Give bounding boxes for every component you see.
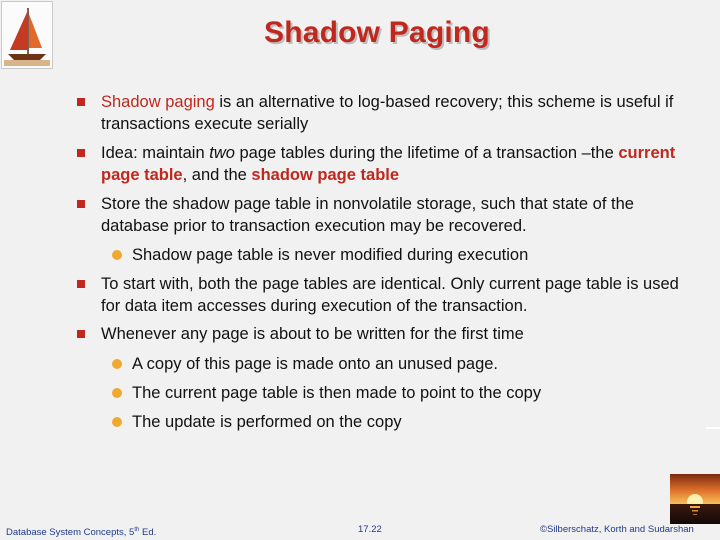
bullet-item: [101, 142, 701, 186]
page-title: Shadow Paging: [264, 16, 490, 49]
footer-copyright: ©Silberschatz, Korth and Sudarshan: [540, 524, 694, 535]
bullet-item: [101, 193, 701, 237]
round-bullet-icon: [112, 359, 122, 369]
square-bullet-icon: [77, 98, 85, 106]
bullet-item: [101, 323, 701, 345]
round-bullet-icon: [112, 388, 122, 398]
bullet-text: Idea: maintain: [101, 144, 210, 162]
square-bullet-icon: [77, 200, 85, 208]
emphasis-text: two: [209, 144, 235, 162]
bullet-text: , and the: [182, 166, 252, 184]
bullet-text: Whenever any page is about to be written for the first time: [101, 325, 524, 343]
bullet-text: Shadow page table is never modified during execution: [132, 246, 529, 264]
term-current-page-table: current page table: [101, 144, 676, 184]
bullet-item: [101, 91, 701, 135]
bullet-text: The update is performed on the copy: [132, 413, 402, 431]
edge-mark: [706, 427, 720, 429]
sunset-logo-icon: [670, 474, 720, 524]
footer-book-title: Database System Concepts, 5th Ed.: [6, 527, 157, 539]
term-shadow-paging: Shadow paging: [101, 93, 215, 111]
sub-bullet-item: [132, 353, 692, 375]
bullet-text: page tables during the lifetime of a transaction –the: [234, 144, 619, 162]
round-bullet-icon: [112, 417, 122, 427]
square-bullet-icon: [77, 280, 85, 288]
square-bullet-icon: [77, 330, 85, 338]
sub-bullet-item: [132, 411, 692, 433]
footer-page-number: 17.22: [358, 524, 382, 535]
round-bullet-icon: [112, 250, 122, 260]
bullet-text: is an alternative to log-based recovery; this scheme is useful if transactions execute serially: [101, 93, 674, 133]
square-bullet-icon: [77, 149, 85, 157]
sub-bullet-item: [132, 244, 692, 266]
bullet-item: [101, 273, 701, 317]
bullet-text: To start with, both the page tables are identical. Only current page table is used for data item accesses during execution of the transaction.: [101, 275, 679, 315]
bullet-text: Store the shadow page table in nonvolatile storage, such that state of the database prior to transaction execution may be recovered.: [101, 195, 634, 235]
bullet-text: A copy of this page is made onto an unused page.: [132, 355, 499, 373]
sub-bullet-item: [132, 382, 692, 404]
bullet-text: The current page table is then made to point to the copy: [132, 384, 542, 402]
term-shadow-page-table: shadow page table: [251, 166, 400, 184]
